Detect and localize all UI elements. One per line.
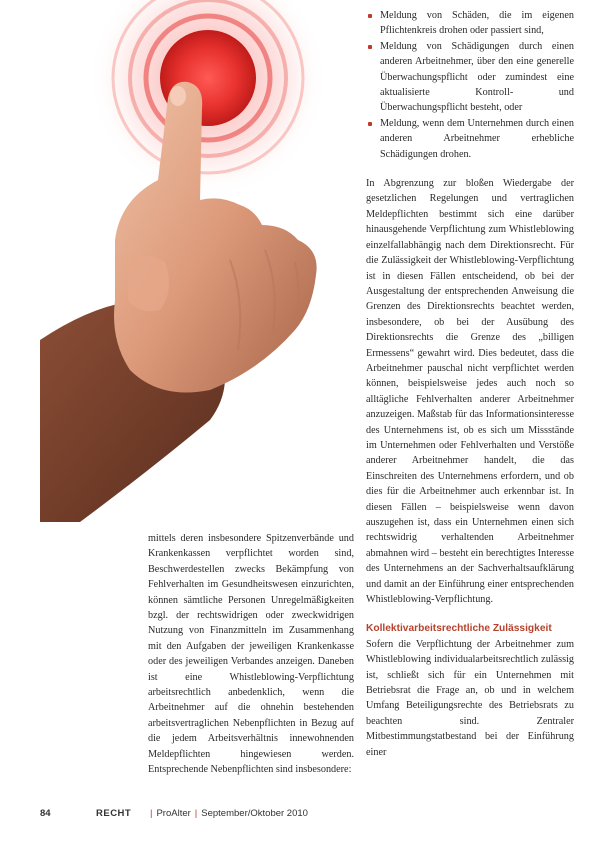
publication-name: ProAlter	[156, 808, 191, 819]
hand-illustration	[40, 0, 330, 522]
list-item: Meldung von Schäden, die im eigenen Pflichtenkreis drohen oder passiert sind,	[366, 8, 574, 39]
right-text-column	[366, 8, 574, 760]
body-paragraph: In Abgrenzung zur bloßen Wiedergabe der gesetzlichen Regelungen und vertraglichen Meldepflichten bestimmt sich eine darüber hinausgehende Verpflichtung zum Whistleblowing einzelfallabhängig nach dem Direktionsrecht. Für die Zulässigkeit der Whistleblowing-Verpflichtung ist in diesen Fällen entscheidend, ob bei der Ausgestaltung der entsprechenden Anweisung die Grenzen des Direktionsrechts beachtet werden, insbesondere, ob bei der Ausübung des Direktionsrechts die Grenze des „billigen Ermessens“ gewahrt wird. Dies bedeutet, dass die Arbeitnehmer pauschal nicht verpflichtet werden können, beispielsweise jedes auch noch so alltägliche Fehlverhalten anderer Arbeitnehmer anzuzeigen. Maßstab für das Informationsinteresse des Unternehmens ist, ob es sich um Missstände im Unternehmen oder Fehlverhalten und Verstöße anderer Arbeitnehmer handelt, die das Einschreiten des Unternehmens erfordern, und ob dies für die Arbeitnehmer auch erkennbar ist. In diesen Fällen – beispielsweise wenn davon auszugehen ist, dass ein Unternehmen einen sich rechtswidrig verhaltenden Arbeitnehmer abmahnen wird – besteht ein berechtigtes Interesse des Unternehmens an der Sachverhaltsaufklärung und damit an der Einführung einer entsprechenden Whistleblowing-Verpflichtung.	[366, 178, 574, 606]
publication-info	[146, 808, 308, 819]
section-subheading: Kollektivarbeitsrechtliche Zulässigkeit	[366, 623, 552, 635]
separator: |	[194, 808, 198, 819]
section-name: RECHT	[96, 808, 132, 819]
body-paragraph-left: mittels deren insbesondere Spitzenverbände und Krankenkassen verpflichtet worden sind, Beschwerdestellen zwecks Bekämpfung von Fehlverhalten im Gesundheitswesen einzurichten, können sämtliche Personen Unregelmäßigkeiten bzgl. der rechtswidrigen oder zweckwidrigen Nutzung von Finanzmitteln im Zusammenhang mit den Aufgaben der jeweiligen Krankenkasse oder des jeweiligen Verbandes anzeigen. Daneben ist eine Whistleblowing-Verpflichtung arbeitsrechtlich anbedenklich, wenn die Arbeitnehmer auf die ohnehin bestehenden arbeitsvertraglichen Nebenpflichten in Bezug auf die jedem Arbeitsverhältnis innewohnenden Meldepflichten hingewiesen werden. Entsprechende Nebenpflichten sind insbesondere:	[148, 533, 354, 776]
list-item: Meldung von Schädigungen durch einen anderen Arbeitnehmer, über den eine generelle Überwachungspflicht oder zumindest eine aktualisierte Kontroll- und Überwachungspflicht besteht, oder	[366, 39, 574, 116]
section-label	[96, 808, 131, 819]
duty-bullet-list	[366, 8, 574, 162]
list-item: Meldung, wenn dem Unternehmen durch einen anderen Arbeitnehmer erhebliche Schädigungen drohen.	[366, 116, 574, 162]
separator: |	[150, 808, 153, 819]
left-text-column	[148, 531, 354, 778]
issue-date: September/Oktober 2010	[201, 808, 308, 819]
page-footer	[40, 808, 580, 822]
hand-pressing-button-photo	[40, 0, 330, 522]
body-paragraph-2: Sofern die Verpflichtung der Arbeitnehmer zum Whistleblowing individualarbeitsrechtlich zulässig ist, schließt sich für ein Unternehmen mit Betriebsrat die Frage an, ob und in welchem Umfang Beteiligungsrechte des Betriebsrats zu beachten sind. Zentraler Mitbestimmungstatbestand bei der Einführung einer	[366, 638, 574, 758]
page-number: 84	[40, 808, 51, 819]
